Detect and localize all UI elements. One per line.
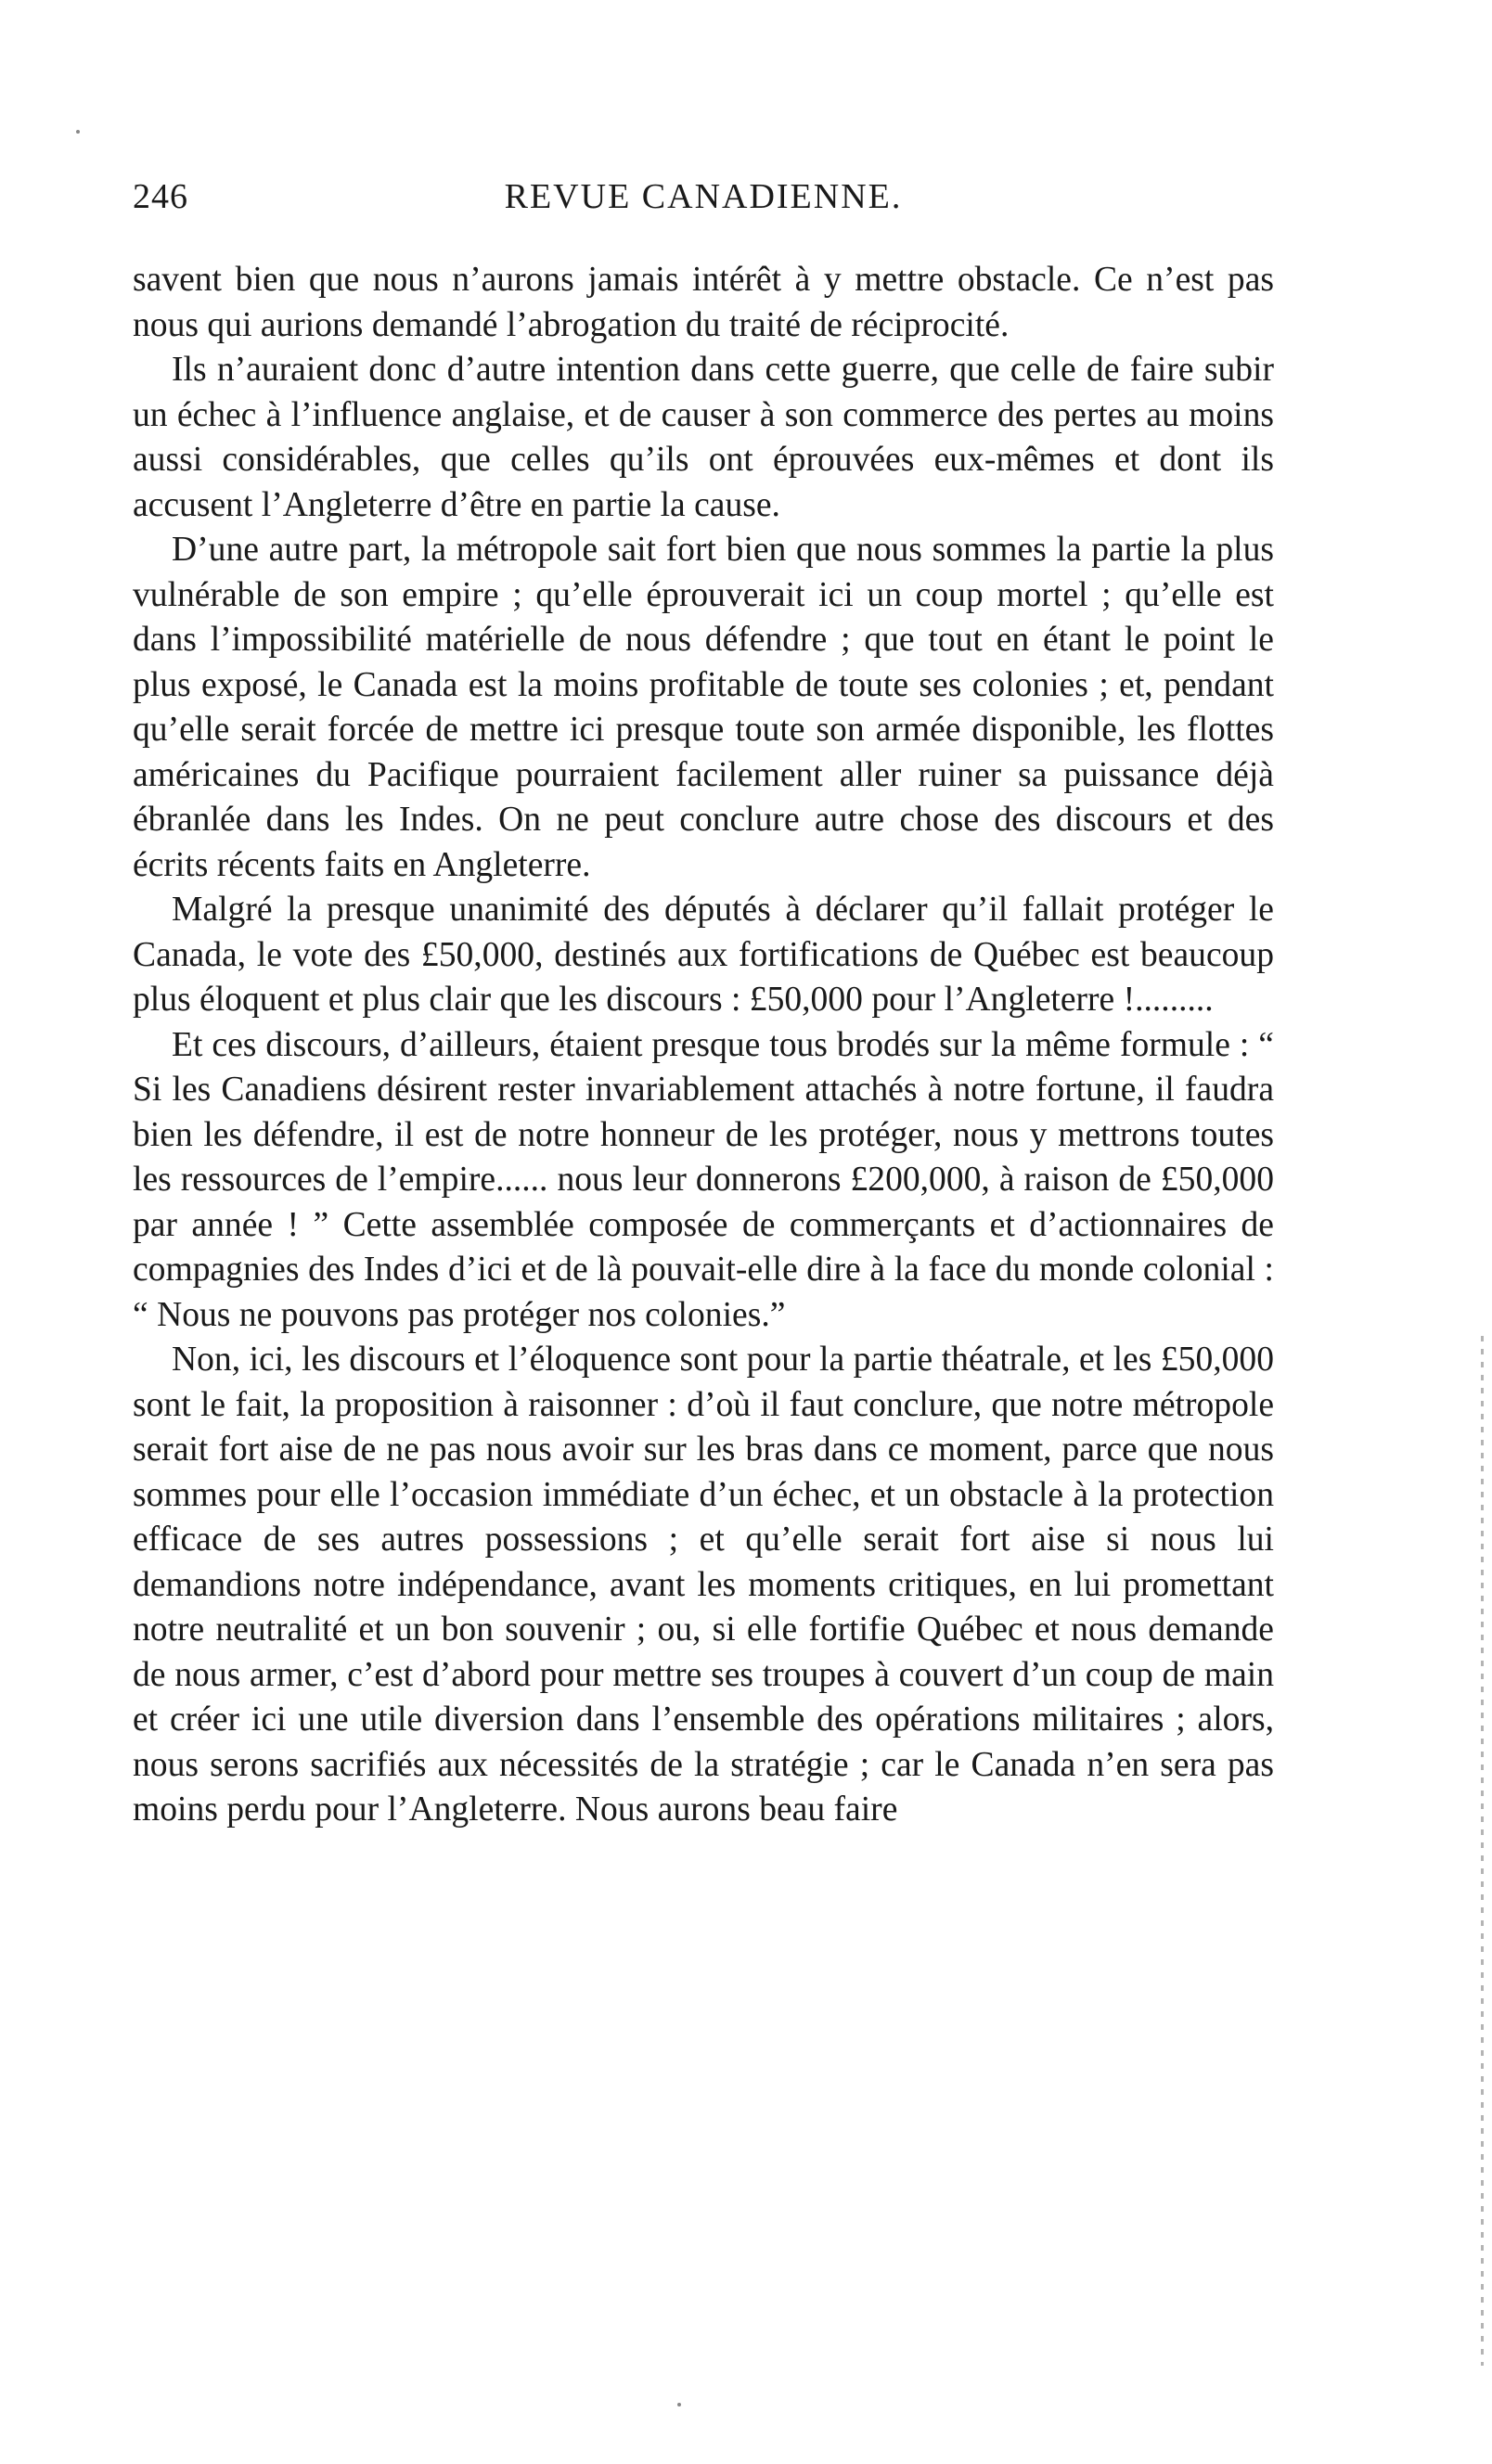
paragraph: D’une autre part, la métropole sait fort bien que nous sommes la partie la plus vulnérable de son empire ; qu’elle éprouverait ici un coup mortel ; qu’elle est dans l’impossibilité matérielle de nous défendre ; que tout en étant le point le plus exposé, le Canada est la moins profitable de toute ses colonies ; et, pendant qu’elle serait forcée de mettre ici presque toute son armée disponible, les flottes américaines du Pacifique pourraient facilement aller ruiner sa puissance déjà ébranlée dans les Indes. On ne peut conclure autre chose des discours et des écrits récents faits en Angleterre. xyxy=(133,531,1274,884)
paragraph: Malgré la presque unanimité des députés à déclarer qu’il fallait protéger le Canada, le vote des £50,000, destinés aux fortifications de Québec est beaucoup plus éloquent et plus clair que les discours : £50,000 pour l’Angleterre !......... xyxy=(133,891,1274,1019)
running-head xyxy=(133,176,1274,232)
scan-edge-mark xyxy=(1481,1336,1484,2366)
scan-speck xyxy=(677,2403,681,2406)
scan-speck xyxy=(76,130,80,134)
body-text xyxy=(133,258,1274,1833)
paragraph: Non, ici, les discours et l’éloquence sont pour la partie théatrale, et les £50,000 sont le fait, la proposition à raisonner : d’où il faut conclure, que notre métropole serait fort aise de ne pas nous avoir sur les bras dans ce moment, parce que nous sommes pour elle l’occasion immédiate d’un échec, et un obstacle à la protection efficace de ses autres possessions ; et qu’elle serait fort aise si nous lui demandions notre indépendance, avant les moments critiques, en lui promettant notre neutralité et un bon souvenir ; ou, si elle fortifie Québec et nous demande de nous armer, c’est d’abord pour mettre ses troupes à couvert d’un coup de main et créer ici une utile diversion dans l’ensemble des opérations militaires ; alors, nous serons sacrifiés aux nécessités de la stratégie ; car le Canada n’en sera pas moins perdu pour l’Angleterre. Nous aurons beau faire xyxy=(133,1341,1274,1829)
paragraph: Ils n’auraient donc d’autre intention dans cette guerre, que celle de faire subir un échec à l’influence anglaise, et de causer à son commerce des pertes au moins aussi considérables, que celles qu’ils ont éprouvées eux-mêmes et dont ils accusent l’Angleterre d’être en partie la cause. xyxy=(133,351,1274,524)
journal-title: REVUE CANADIENNE. xyxy=(504,177,903,216)
paragraph: Et ces discours, d’ailleurs, étaient presque tous brodés sur la même formule : “ Si les Canadiens désirent rester invariablement attachés à notre fortune, il faudra bien les défendre, il est de notre honneur de les protéger, nous y mettrons toutes les ressources de l’empire...... nous leur donnerons £200,000, à raison de £50,000 par année ! ” Cette assemblée composée de commerçants et d’actionnaires de compagnies des Indes d’ici et de là pouvait-elle dire à la face du monde colonial : “ Nous ne pouvons pas protéger nos colonies.” xyxy=(133,1025,1274,1334)
page-number: 246 xyxy=(133,177,188,216)
book-page xyxy=(133,176,1274,1833)
paragraph-continuation: savent bien que nous n’aurons jamais intérêt à y mettre obstacle. Ce n’est pas nous qui aurions demandé l’abrogation du traité de réciprocité. xyxy=(133,261,1274,344)
